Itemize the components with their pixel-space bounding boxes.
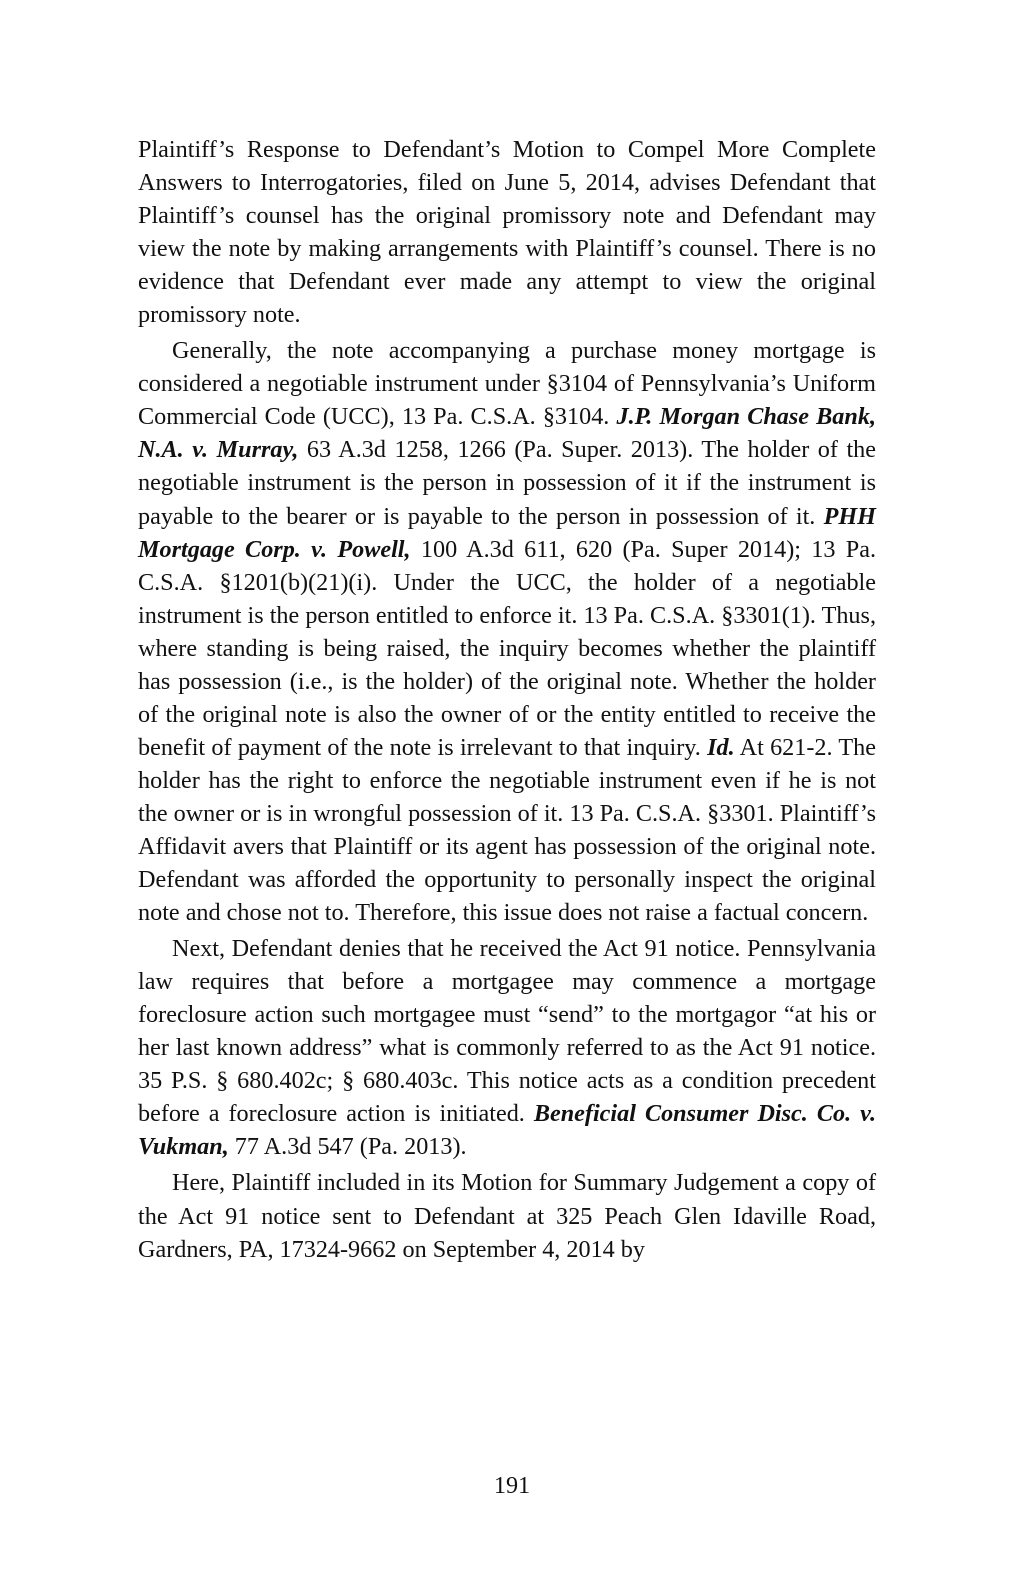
case-citation-jp-morgan: J.P. Morgan Chase Bank, N.A. v. Murray, — [138, 403, 876, 464]
paragraph-1-text: Plaintiff’s Response to Defendant’s Motion to Compel More Complete Answers to Interrogatories, filed on June 5, 2014, advises Defendant that Plaintiff’s counsel has the original promissory note and Defendant may view the note by making arrangements with Plaintiff’s counsel. There is no evidence that Defendant ever made any attempt to view the original promissory note. — [138, 136, 876, 329]
paragraph-3 — [138, 932, 876, 1163]
paragraph-3-text-2: 77 A.3d 547 (Pa. 2013). — [234, 1133, 467, 1161]
paragraph-3-text-1: Next, Defendant denies that he received the Act 91 notice. Pennsylvania law requires that before a mortgagee may commence a mortgage foreclosure action such mortgagee must “send” to the mortgagor “at his or her last known address” what is commonly referred to as the Act 91 notice. 35 P.S. § 680.402c; § 680.403c. This notice acts as a condition precedent before a foreclosure action is initiated. — [138, 935, 876, 1128]
document-body — [138, 133, 876, 1269]
paragraph-1 — [138, 133, 876, 331]
paragraph-4 — [138, 1166, 876, 1265]
paragraph-2-text-2: 63 A.3d 1258, 1266 (Pa. Super. 2013). The holder of the negotiable instrument is the person in possession of it if the instrument is payable to the bearer or is payable to the person in possession of it. — [138, 436, 877, 530]
paragraph-2-text-3: 100 A.3d 611, 620 (Pa. Super 2014); 13 Pa. C.S.A. §1201(b)(21)(i). Under the UCC, the holder of a negotiable instrument is the person entitled to enforce it. 13 Pa. C.S.A. §3301(1). Thus, where standing is being raised, the inquiry becomes whether the plaintiff has possession (i.e., is the holder) of the original note. Whether the holder of the original note is also the owner of or the entity entitled to receive the benefit of payment of the note is irrelevant to that inquiry. — [138, 535, 877, 761]
page-number: 191 — [493, 1472, 531, 1499]
paragraph-2-text-4: At 621-2. The holder has the right to enforce the negotiable instrument even if he is not the owner or is in wrongful possession of it. 13 Pa. C.S.A. §3301. Plaintiff’s Affidavit avers that Plaintiff or its agent has possession of the original note. Defendant was afforded the opportunity to personally inspect the original note and chose not to. Therefore, this issue does not raise a factual concern. — [138, 733, 876, 927]
case-citation-phh-mortgage: PHH Mortgage Corp. v. Powell, — [138, 502, 876, 563]
case-citation-id: Id. — [707, 733, 735, 761]
paragraph-2-text-1: Generally, the note accompanying a purchase money mortgage is considered a negotiable instrument under §3104 of Pennsylvania’s Uniform Commercial Code (UCC), 13 Pa. C.S.A. §3104. — [138, 337, 876, 431]
paragraph-4-text: Here, Plaintiff included in its Motion for Summary Judgement a copy of the Act 91 notice sent to Defendant at 325 Peach Glen Idaville Road, Gardners, PA, 17324-9662 on September 4, 2014 by — [138, 1169, 876, 1263]
paragraph-2 — [138, 334, 876, 929]
case-citation-beneficial: Beneficial Consumer Disc. Co. v. Vukman, — [138, 1100, 876, 1161]
